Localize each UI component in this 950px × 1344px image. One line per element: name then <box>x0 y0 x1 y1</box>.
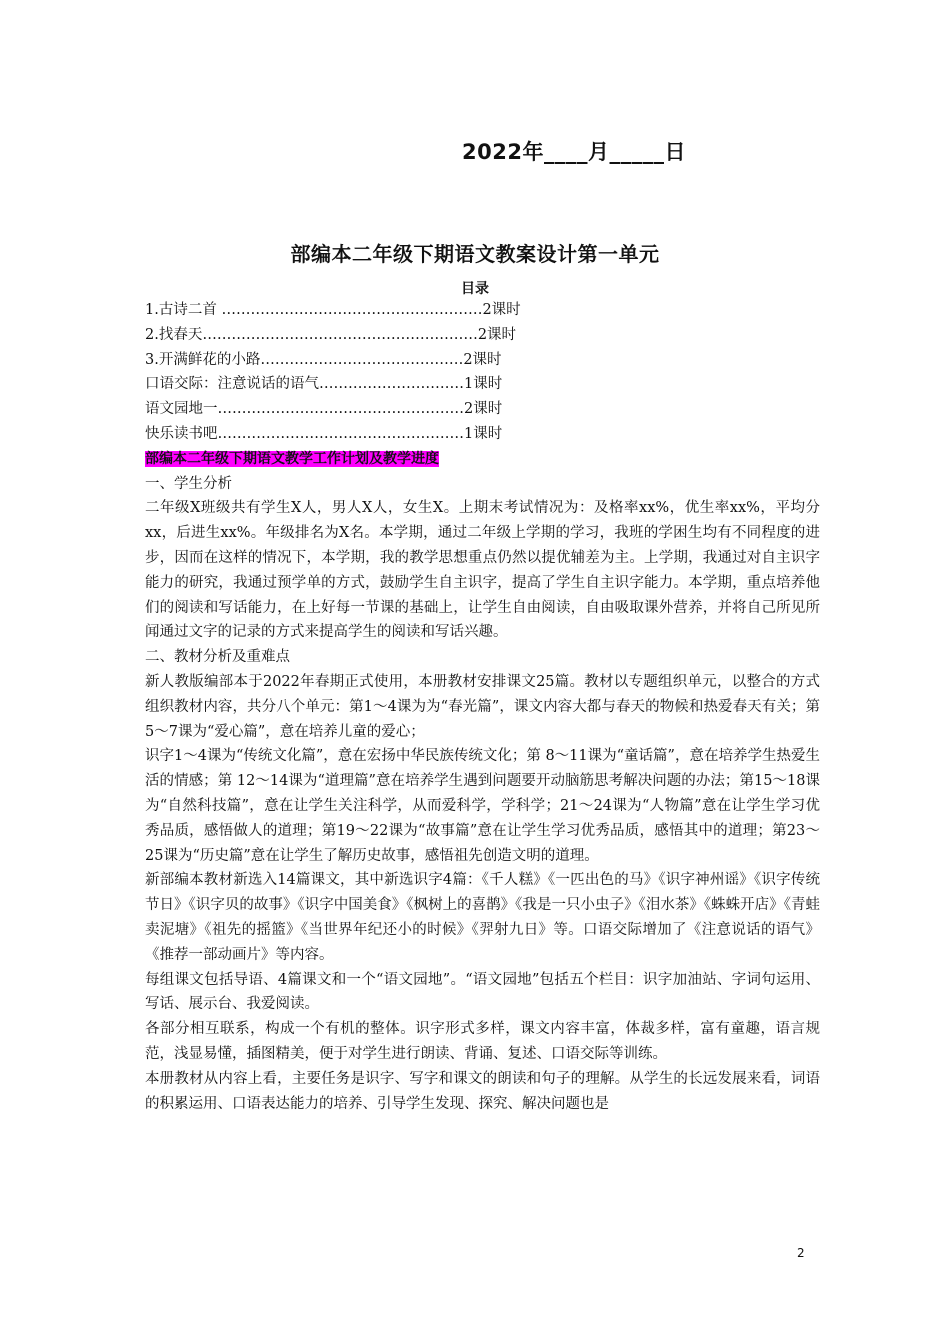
toc-item: 3.开满鲜花的小路……………………………………2课时 <box>145 351 502 368</box>
date-line: 2022年____月_____日 <box>462 140 686 164</box>
highlighted-section-title: 部编本二年级下期语文教学工作计划及教学进度 <box>145 450 439 467</box>
section-heading-textbook-analysis: 二、教材分析及重难点 <box>145 649 290 666</box>
toc-item: 2.找春天…………………………………………………2课时 <box>145 326 517 343</box>
toc-item: 1.古诗二首 ………………………………………………2课时 <box>145 302 521 318</box>
table-of-contents <box>145 298 820 447</box>
toc-item: 语文园地一……………………………………………2课时 <box>145 401 503 418</box>
page-number: 2 <box>797 1246 805 1260</box>
document-body <box>145 298 820 1116</box>
paragraph: 每组课文包括导语、4篇课文和一个“语文园地”。“语文园地”包括五个栏目：识字加油站、字词句运用、写话、展示台、我爱阅读。 <box>145 971 820 1013</box>
paragraph: 新人教版编部本于2022年春期正式使用，本册教材安排课文25篇。教材以专题组织单元，以整合的方式组织教材内容，共分八个单元：第1～4课为为“春光篇”，课文内容大都与春天的物候和热爱春天有关；第5～7课为“爱心篇”，意在培养儿童的爱心； <box>145 673 820 740</box>
paragraph: 新部编本教材新选入14篇课文，其中新选识字4篇：《千人糕》《一匹出色的马》《识字神州谣》《识字传统节日》《识字贝的故事》《识字中国美食》《枫树上的喜鹊》《我是一只小虫子》《泪水茶》《蛛蛛开店》《青蛙卖泥塘》《祖先的摇篮》《当世界年纪还小的时候》《羿射九日》等。口语交际增加了《注意说话的语气》《推荐一部动画片》等内容。 <box>145 872 820 963</box>
highlighted-section-title-row <box>145 447 820 472</box>
paragraph: 识字1～4课为“传统文化篇”，意在宏扬中华民族传统文化；第 8～11课为“童话篇”，意在培养学生热爱生活的情感；第 12～14课为“道理篇”意在培养学生遇到问题要开动脑筋思考解决问题的办法；第15～18课为“自然科技篇”，意在让学生关注科学，从而爱科学，学科学；21～24课为“人物篇”意在让学生学习优秀品质，感悟做人的道理；第19～22课为“故事篇”意在让学生学习优秀品质，感悟其中的道理；第23～25课为“历史篇”意在让学生了解历史故事，感悟祖先创造文明的道理。 <box>145 748 820 864</box>
paragraph: 各部分相互联系，构成一个有机的整体。识字形式多样，课文内容丰富，体裁多样，富有童趣，语言规范，浅显易懂，插图精美，便于对学生进行朗读、背诵、复述、口语交际等训练。 <box>145 1021 820 1062</box>
toc-item: 快乐读书吧……………………………………………1课时 <box>145 425 503 442</box>
toc-item: 口语交际：注意说话的语气…………………………1课时 <box>145 376 503 393</box>
toc-heading: 目录 <box>461 281 489 297</box>
paragraph-student-analysis: 二年级X班级共有学生X人，男人X人，女生X。上期末考试情况为：及格率xx%，优生率xx%，平均分xx，后进生xx%。年级排名为X名。本学期，通过二年级上学期的学习，我班的学困生均有不同程度的进步，因而在这样的情况下，本学期，我的教学思想重点仍然以提优辅差为主。上学期，我通过对自主识字能力的研究，我通过预学单的方式，鼓励学生自主识字，提高了学生自主识字能力。本学期，重点培养他们的阅读和写话能力，在上好每一节课的基础上，让学生自由阅读，自由吸取课外营养，并将自己所见所闻通过文字的记录的方式来提高学生的阅读和写话兴趣。 <box>145 500 820 641</box>
paragraph: 本册教材从内容上看，主要任务是识字、写字和课文的朗读和句子的理解。从学生的长远发展来看，词语的积累运用、口语表达能力的培养、引导学生发现、探究、解决问题也是 <box>145 1070 820 1112</box>
document-title: 部编本二年级下期语文教案设计第一单元 <box>290 242 660 266</box>
section-heading-student-analysis: 一、学生分析 <box>145 475 232 492</box>
